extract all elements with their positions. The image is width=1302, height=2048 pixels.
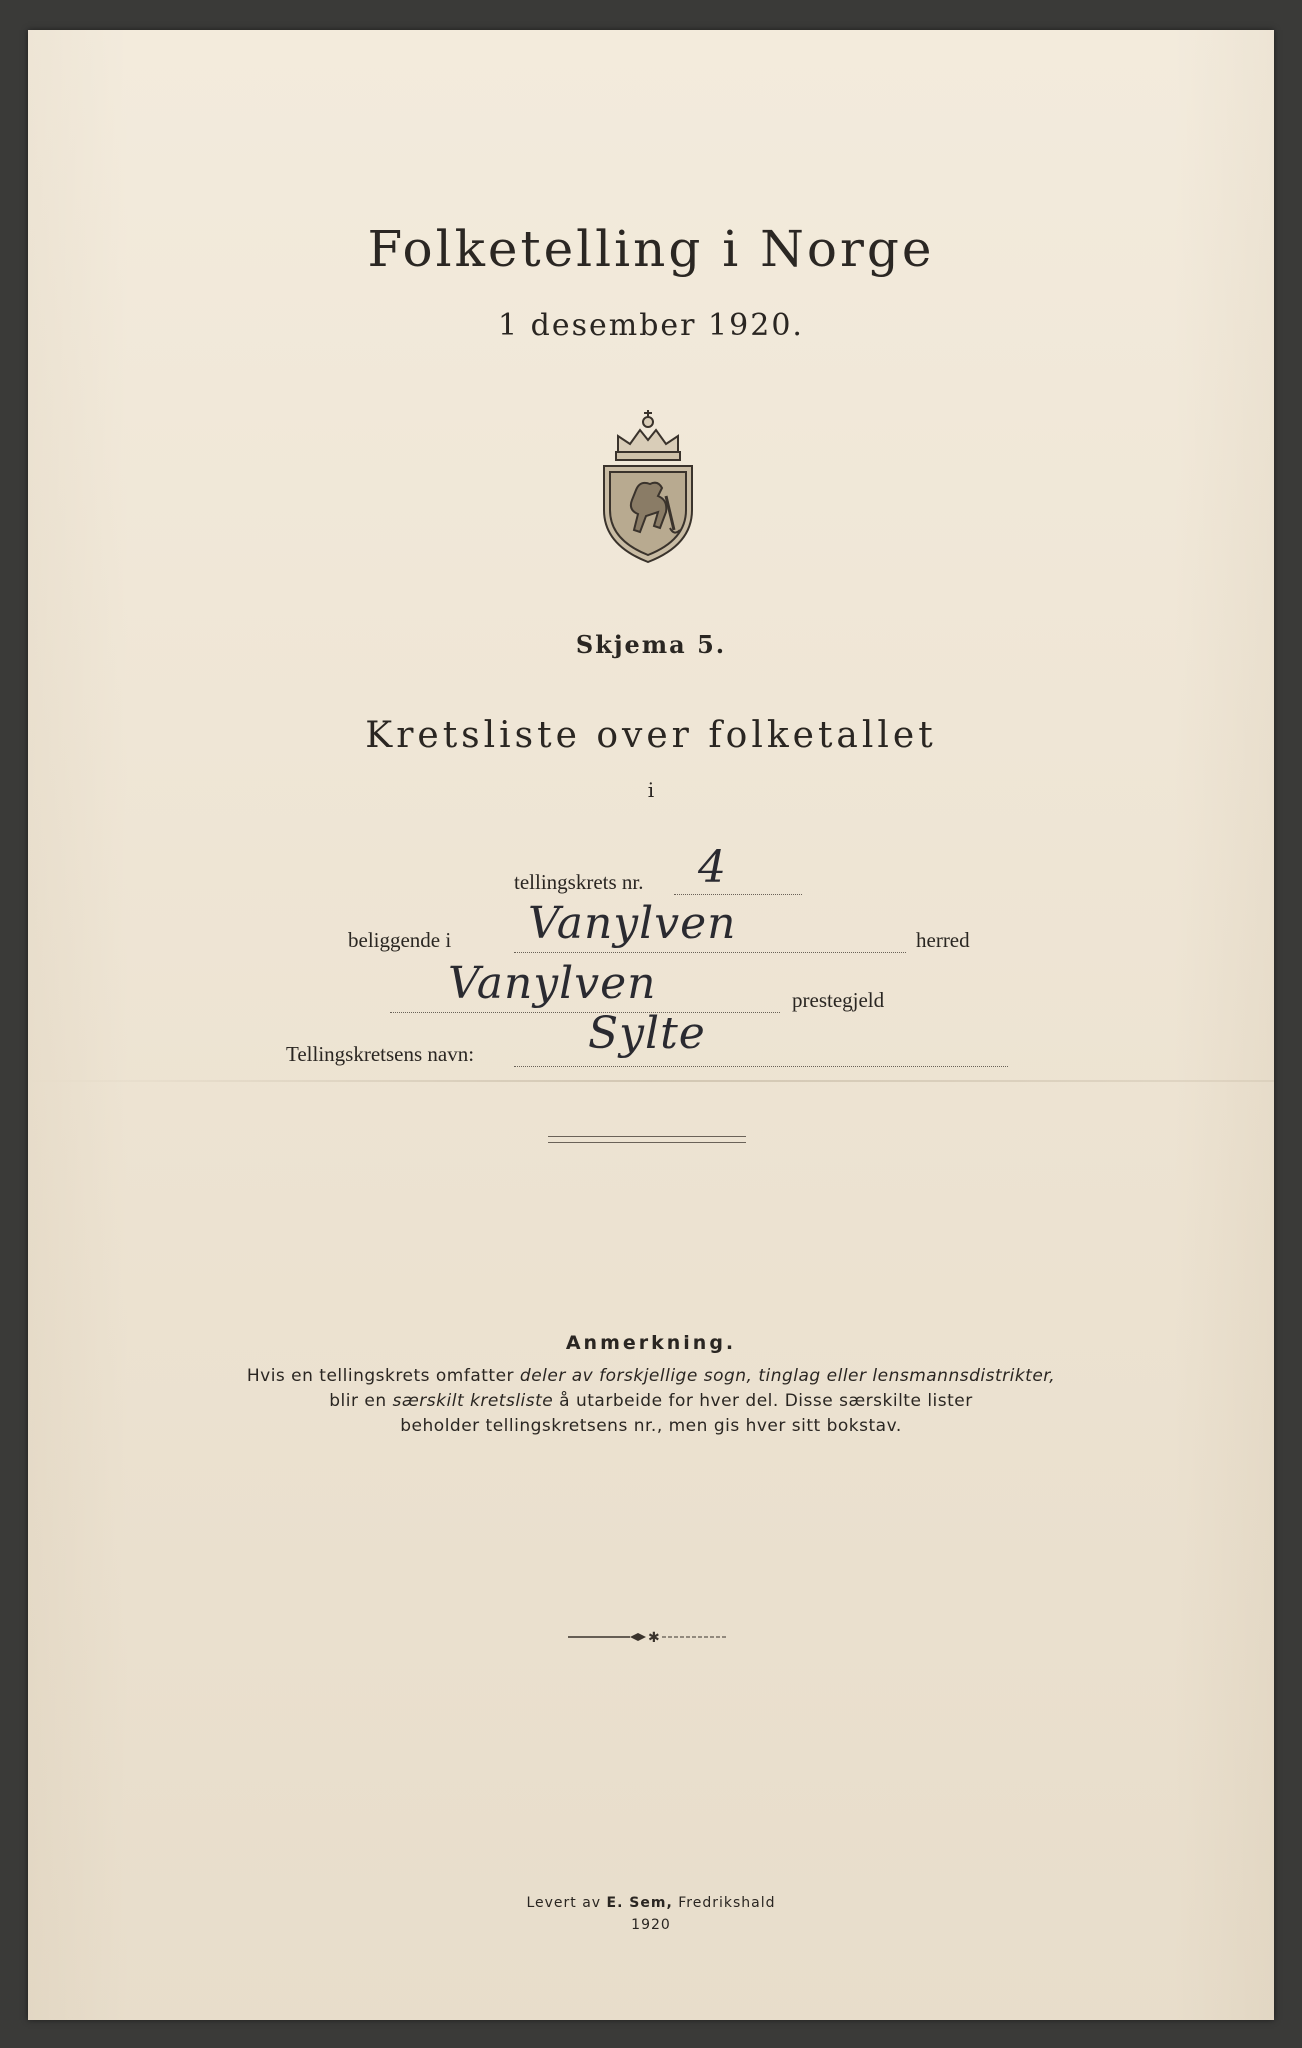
printer-name: E. Sem, <box>606 1895 673 1911</box>
note-line-2-a: blir en <box>329 1391 393 1411</box>
district-number-label: tellingskrets nr. <box>514 870 644 894</box>
note-title: Anmerkning. <box>565 1332 737 1354</box>
document-date: 1 desember 1920. <box>498 308 804 343</box>
schema-number: Skjema 5. <box>575 630 727 659</box>
parish-value: Vanylven <box>448 958 657 1009</box>
note-text <box>28 1364 1274 1439</box>
paper-fold <box>28 1080 1274 1082</box>
note-line-2 <box>28 1389 1274 1414</box>
district-name-value: Sylte <box>588 1008 706 1059</box>
norwegian-coat-of-arms-icon <box>588 400 708 570</box>
note-line-2-c: å utarbeide for hver del. Disse særskilte lister <box>553 1391 973 1411</box>
printer-imprint <box>28 1892 1274 1936</box>
section-divider <box>548 1136 746 1143</box>
printer-place: Fredrikshald <box>672 1895 776 1911</box>
district-number-row <box>28 842 1274 898</box>
note-line-1-a: Hvis en tellingskrets omfatter <box>246 1366 520 1386</box>
printer-year: 1920 <box>631 1917 671 1933</box>
printer-line <box>28 1892 1274 1914</box>
printer-prefix: Levert av <box>526 1895 607 1911</box>
located-in-label: beliggende i <box>348 928 452 952</box>
herred-label: herred <box>916 928 970 952</box>
preposition: i <box>647 778 655 802</box>
district-name-row <box>28 1008 1274 1070</box>
district-number-line[interactable] <box>674 874 802 895</box>
ornament-divider-icon <box>568 1630 728 1644</box>
census-form-page <box>28 30 1274 2020</box>
parish-label: prestegjeld <box>792 988 885 1012</box>
note-line-3: beholder tellingskretsens nr., men gis hver sitt bokstav. <box>400 1416 902 1436</box>
district-name-label: Tellingskretsens navn: <box>286 1042 475 1066</box>
document-title: Folketelling i Norge <box>367 220 935 278</box>
svg-text:✱: ✱ <box>648 1630 660 1644</box>
note-line-2-b: særskilt kretsliste <box>392 1391 554 1411</box>
note-line-1 <box>28 1364 1274 1389</box>
located-in-row <box>28 898 1274 956</box>
form-subtitle: Kretsliste over folketallet <box>365 715 937 756</box>
note-line-1-b: deler av forskjellige sogn, tinglag eller lensmannsdistrikter, <box>519 1366 1056 1386</box>
district-number-value: 4 <box>698 842 727 893</box>
located-in-value: Vanylven <box>528 898 737 949</box>
